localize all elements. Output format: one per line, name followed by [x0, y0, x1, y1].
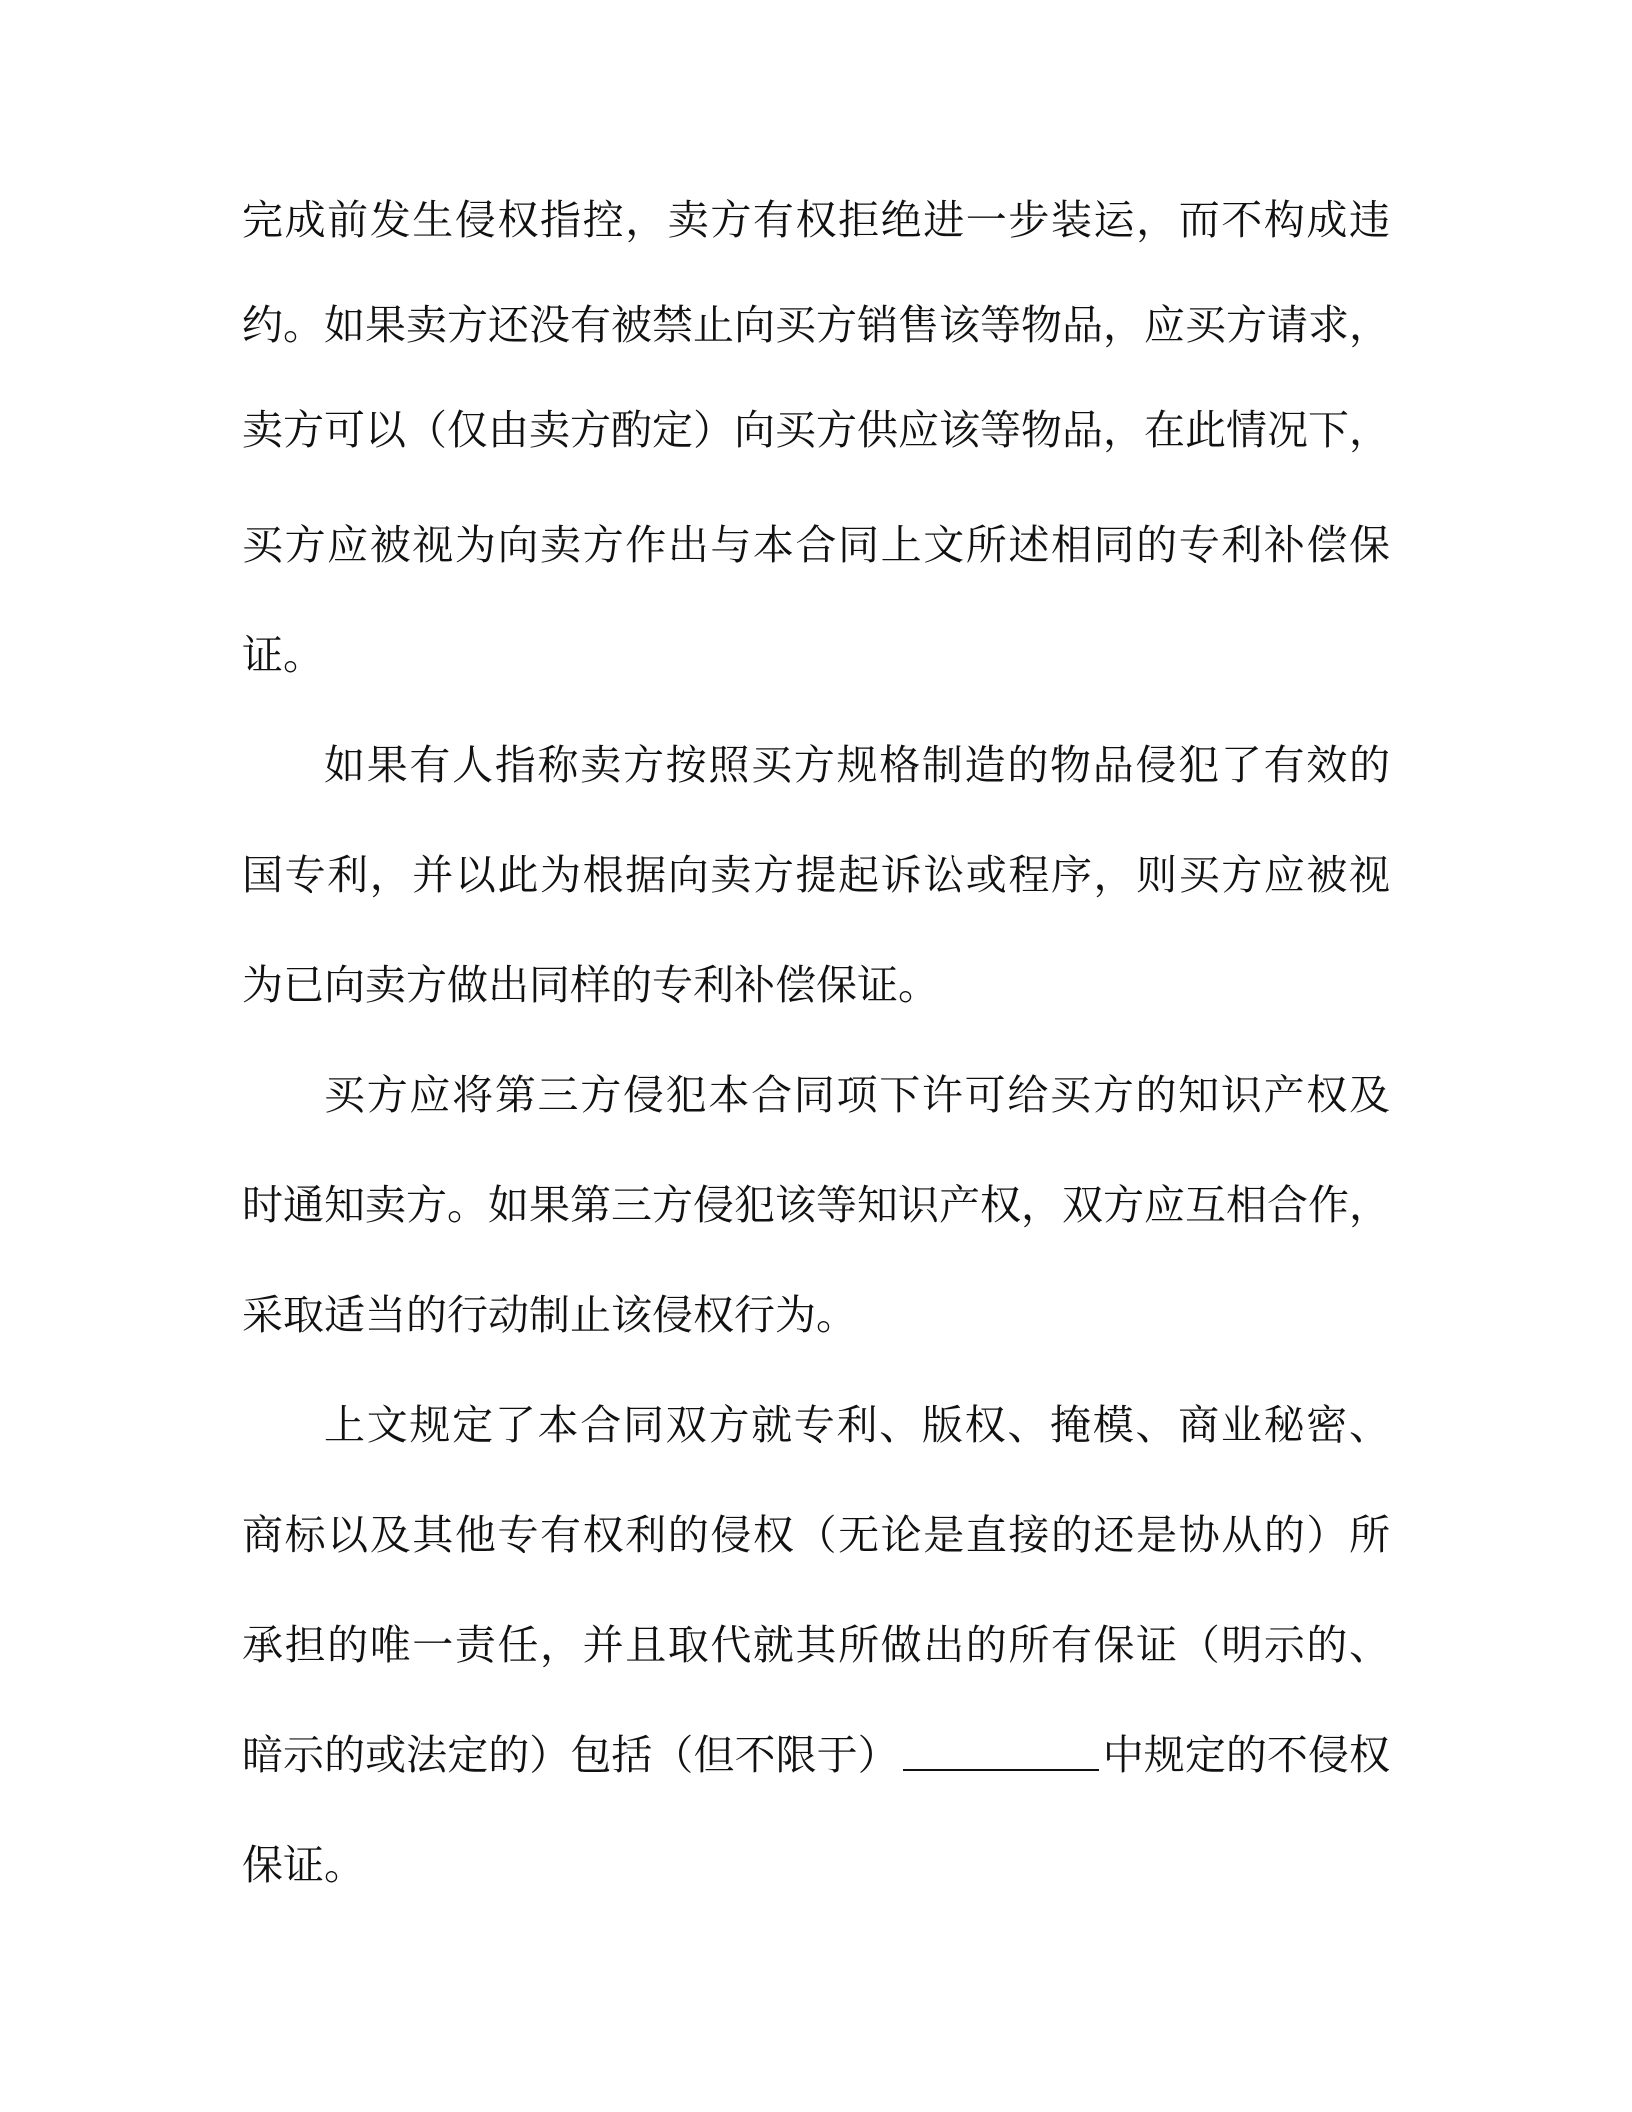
text-line: 卖方可以（仅由卖方酌定）向买方供应该等物品，在此情况下，	[242, 406, 1390, 454]
text-line: 为已向卖方做出同样的专利补偿保证。	[242, 961, 939, 1009]
text-line: 采取适当的行动制止该侵权行为。	[242, 1291, 857, 1339]
text-segment: 中规定的不侵权	[1102, 1731, 1391, 1779]
text-line: 如果有人指称卖方按照买方规格制造的物品侵犯了有效的	[324, 741, 1390, 789]
text-line: 买方应被视为向卖方作出与本合同上文所述相同的专利补偿保	[242, 521, 1390, 569]
text-line: 承担的唯一责任，并且取代就其所做出的所有保证（明示的、	[242, 1621, 1390, 1669]
text-line: 商标以及其他专有权利的侵权（无论是直接的还是协从的）所	[242, 1511, 1390, 1559]
text-segment: 暗示的或法定的）包括（但不限于）	[242, 1731, 899, 1779]
text-line: 约。如果卖方还没有被禁止向买方销售该等物品，应买方请求，	[242, 301, 1390, 349]
text-line: 完成前发生侵权指控，卖方有权拒绝进一步装运，而不构成违	[242, 196, 1390, 244]
text-line: 上文规定了本合同双方就专利、版权、掩模、商业秘密、	[324, 1401, 1390, 1449]
text-line: 时通知卖方。如果第三方侵犯该等知识产权，双方应互相合作，	[242, 1181, 1390, 1229]
text-line: 证。	[242, 631, 324, 679]
text-line: 保证。	[242, 1841, 365, 1889]
fill-in-blank[interactable]	[903, 1769, 1099, 1771]
text-line: 买方应将第三方侵犯本合同项下许可给买方的知识产权及	[324, 1071, 1390, 1119]
text-line: 国专利，并以此为根据向卖方提起诉讼或程序，则买方应被视	[242, 851, 1390, 899]
text-line-with-blank	[242, 1725, 1390, 1785]
